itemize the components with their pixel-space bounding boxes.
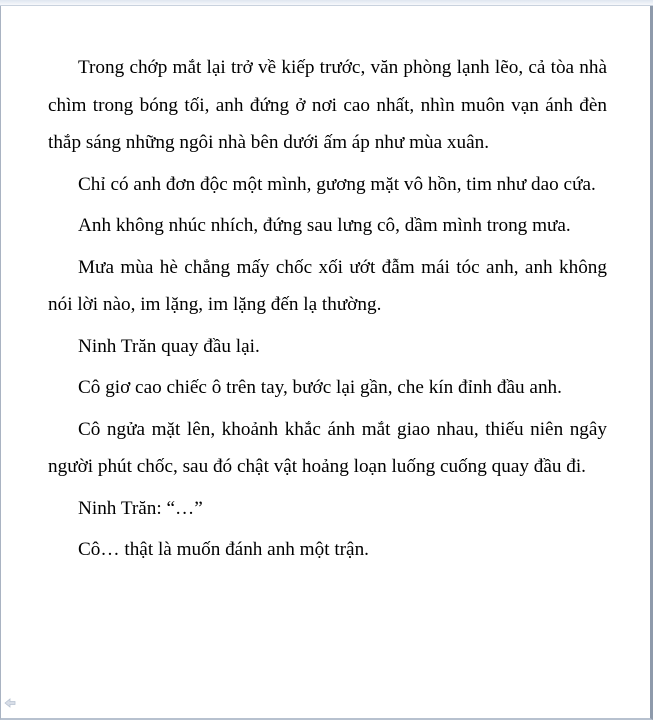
document-body — [0, 49, 653, 569]
paragraph-1: Trong chớp mắt lại trở về kiếp trước, văn phòng lạnh lẽo, cả tòa nhà chìm trong bóng tối, anh đứng ở nơi cao nhất, nhìn muôn vạn ánh đèn thắp sáng những ngôi nhà bên dưới ấm áp như mùa xuân. — [48, 57, 607, 153]
paragraph-8: Ninh Trăn: “…” — [78, 497, 203, 519]
paragraph-6: Cô giơ cao chiếc ô trên tay, bước lại gần, che kín đỉnh đầu anh. — [78, 377, 562, 398]
paragraph-7: Cô ngửa mặt lên, khoảnh khắc ánh mắt giao nhau, thiếu niên ngây người phút chốc, sau đó chật vật hoảng loạn luống cuống quay đầu đi. — [48, 418, 607, 477]
paragraph-2: Chỉ có anh đơn độc một mình, gương mặt vô hồn, tim như dao cứa. — [78, 173, 596, 195]
paragraph-3: Anh không nhúc nhích, đứng sau lưng cô, dầm mình trong mưa. — [78, 215, 571, 236]
paragraph-5: Ninh Trăn quay đầu lại. — [78, 335, 260, 357]
paragraph-4: Mưa mùa hè chẳng mấy chốc xối ướt đẫm mái tóc anh, anh không nói lời nào, im lặng, im lặng đến lạ thường. — [48, 256, 607, 315]
small-left-arrow-icon — [4, 697, 16, 709]
paragraph-9: Cô… thật là muốn đánh anh một trận. — [78, 539, 369, 560]
window-top-edge — [0, 0, 653, 6]
